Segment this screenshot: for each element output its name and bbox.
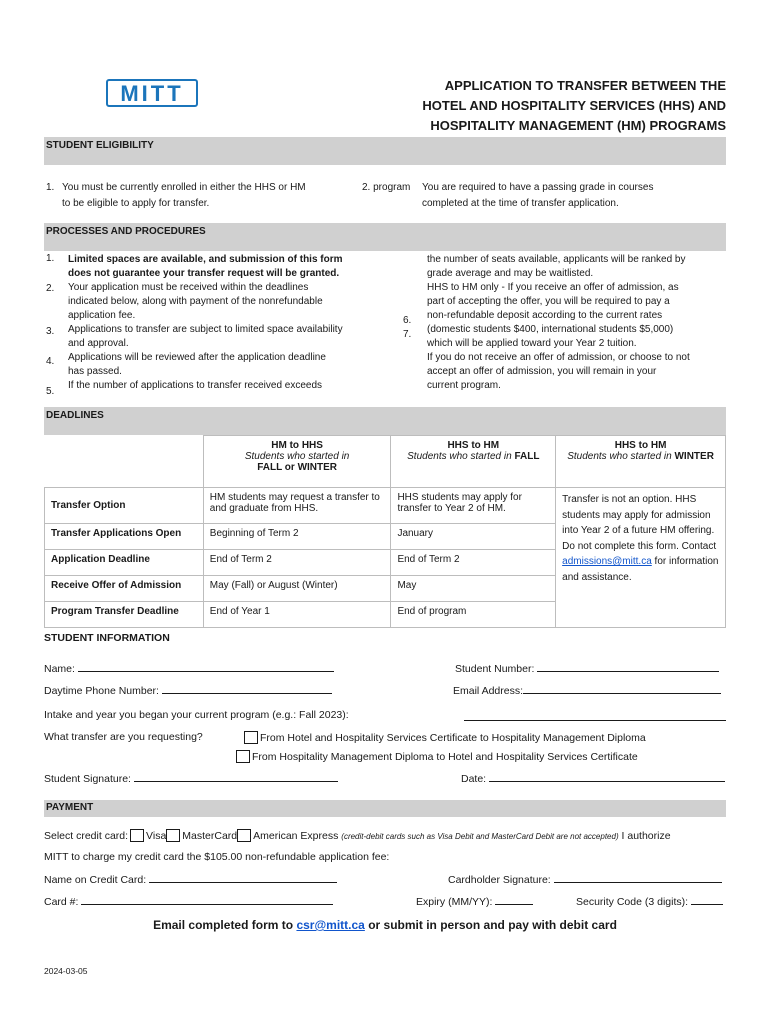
section-student-info: STUDENT INFORMATION <box>44 632 170 644</box>
eligibility-item-2: 2. program You are required to have a passing grade in courses completed at the time of transfer application. <box>362 182 654 209</box>
checkbox-hm-to-hhs[interactable] <box>236 750 250 763</box>
section-processes: PROCESSES AND PROCEDURES <box>44 223 726 251</box>
card-name-field[interactable]: Name on Credit Card: <box>44 874 337 886</box>
cardholder-signature-field[interactable]: Cardholder Signature: <box>448 874 722 886</box>
phone-field[interactable]: Daytime Phone Number: <box>44 685 332 697</box>
deadlines-header-row <box>45 436 726 488</box>
csr-email-link[interactable]: csr@mitt.ca <box>296 918 365 932</box>
table-row: Transfer Option HM students may request a transfer to and graduate from HHS. HHS students may apply for transfer to Year 2 of HM. Transfer is not an option. HHS students may apply for admission into Year 2 of a future HM offering. Do not complete this form. Contact admissions@mitt.ca for information and assistance. <box>45 488 726 524</box>
mitt-logo <box>106 78 198 108</box>
revision-date: 2024-03-05 <box>44 966 88 976</box>
credit-card-select: Select credit card: Visa MasterCard American Express (credit-debit cards such as Visa Debit and MasterCard Debit are not accepted) I authorize <box>44 830 671 842</box>
col-hhs-to-hm-winter: HHS to HM Students who started in WINTER <box>556 436 726 488</box>
student-signature-field[interactable]: Student Signature: <box>44 773 338 785</box>
expiry-field[interactable]: Expiry (MM/YY): <box>416 896 533 908</box>
card-number-field[interactable]: Card #: <box>44 896 333 908</box>
security-code-field[interactable]: Security Code (3 digits): <box>576 896 723 908</box>
logo-text: MITT <box>120 81 184 106</box>
admissions-email-link[interactable]: admissions@mitt.ca <box>562 556 652 567</box>
section-eligibility: STUDENT ELIGIBILITY <box>44 137 726 165</box>
student-number-field[interactable]: Student Number: <box>455 663 719 675</box>
checkbox-mastercard[interactable] <box>166 829 180 842</box>
email-instruction: Email completed form to csr@mitt.ca or submit in person and pay with debit card <box>153 918 617 932</box>
authorize-text: MITT to charge my credit card the $105.00 non-refundable application fee: <box>44 851 390 863</box>
winter-note: Transfer is not an option. HHS students may apply for admission into Year 2 of a future HM offering. Do not complete this form. Contact admissions@mitt.ca for information and assistance. <box>556 488 726 628</box>
process-list-right: the number of seats available, applicants will be ranked by grade average and may be waitlisted. HHS to HM only - If you receive an offer of admission, as part of accepting the offer, you will be required to pay a non-refundable deposit according to the current rates (domestic students $400, international students $5,000) which will be applied toward your Year 2 tuition. If you do not receive an offer of admission, or choose to not accept an offer of admission, you will remain in your current program. <box>427 254 690 391</box>
option-hm-to-hhs[interactable]: From Hospitality Management Diploma to Hotel and Hospitality Services Certificate <box>236 750 638 763</box>
page-title: APPLICATION TO TRANSFER BETWEEN THE HOTEL AND HOSPITALITY SERVICES (HHS) AND HOSPITALITY MANAGEMENT (HM) PROGRAMS <box>422 78 726 133</box>
name-field[interactable]: Name: <box>44 663 334 675</box>
email-field[interactable]: Email Address: <box>453 685 721 697</box>
checkbox-amex[interactable] <box>237 829 251 842</box>
process-list-left: Limited spaces are available, and submission of this form does not guarantee your transfer request will be granted. Your application must be received within the deadlines indicated below, along with payment of the nonrefundable application fee. Applications to transfer are subject to limited space availability and approval. Applications will be reviewed after the application deadline has passed. If the number of applications to transfer received exceeds <box>68 254 343 391</box>
table-row: Program Transfer Deadline End of Year 1 End of program <box>45 602 726 628</box>
transfer-question: What transfer are you requesting? <box>44 731 203 743</box>
checkbox-visa[interactable] <box>130 829 144 842</box>
deadlines-table <box>44 435 726 628</box>
checkbox-hhs-to-hm[interactable] <box>244 731 258 744</box>
table-row: Receive Offer of Admission May (Fall) or August (Winter) May <box>45 576 726 602</box>
intake-field[interactable] <box>464 709 726 724</box>
eligibility-item-1: 1. You must be currently enrolled in either the HHS or HM to be eligible to apply for transfer. <box>46 182 306 209</box>
option-hhs-to-hm[interactable]: From Hotel and Hospitality Services Certificate to Hospitality Management Diploma <box>244 731 646 744</box>
section-payment: PAYMENT <box>44 800 726 817</box>
col-hm-to-hhs: HM to HHS Students who started in FALL or WINTER <box>203 436 391 488</box>
table-row: Transfer Applications Open Beginning of Term 2 January <box>45 524 726 550</box>
intake-label: Intake and year you began your current program (e.g.: Fall 2023): <box>44 709 349 721</box>
date-field[interactable]: Date: <box>461 773 725 785</box>
section-deadlines: DEADLINES <box>44 407 726 435</box>
col-hhs-to-hm-fall: HHS to HM Students who started in FALL <box>391 436 556 488</box>
table-row: Application Deadline End of Term 2 End of Term 2 <box>45 550 726 576</box>
